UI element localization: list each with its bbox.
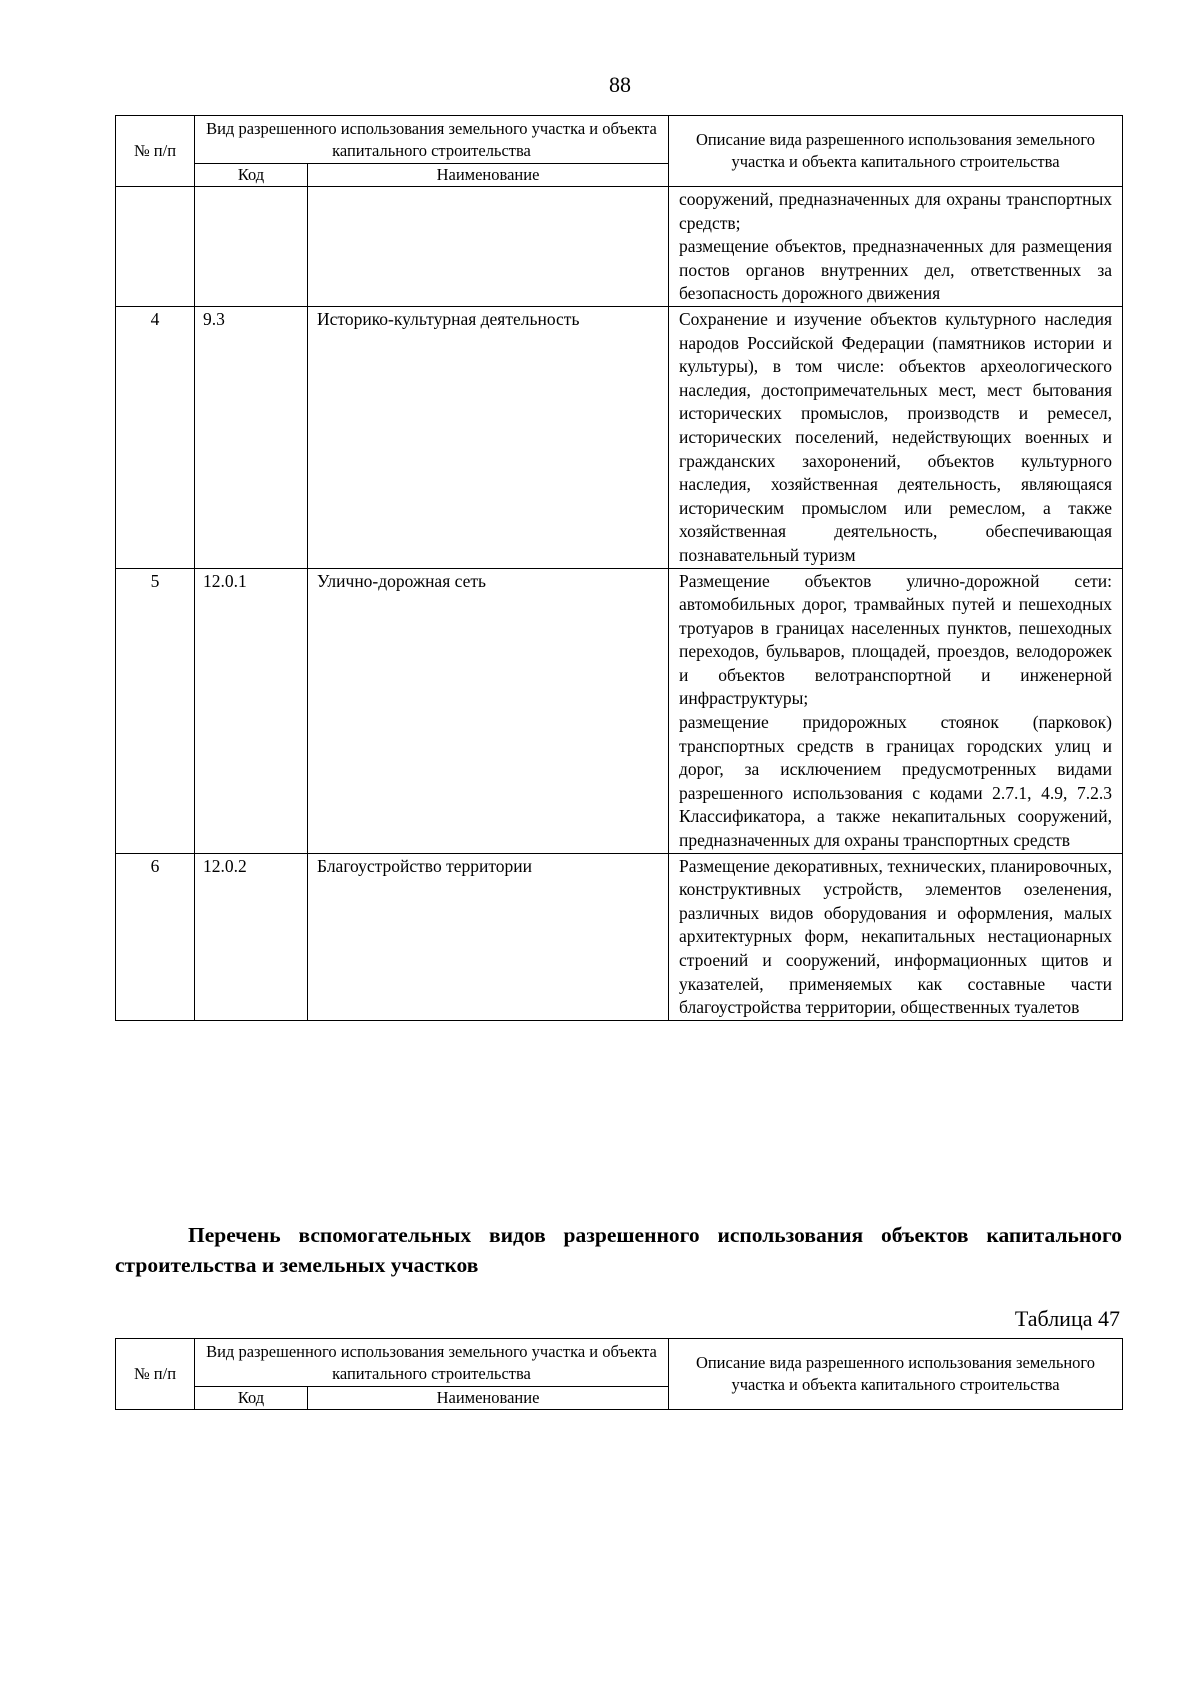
permitted-use-table xyxy=(115,115,1123,1021)
description-paragraph: Размещение объектов улично-дорожной сети: автомобильных дорог, трамвайных путей и пешеходных тротуаров в границах населенных пунктов, пешеходных переходов, бульваров, площадей, проездов, велодорожек и объектов велотранспортной и инженерной инфраструктуры; xyxy=(679,570,1112,709)
description-paragraph: сооружений, предназначенных для охраны транспортных средств; xyxy=(679,189,1112,233)
header-description: Описание вида разрешенного использования земельного участка и объекта капитального строительства xyxy=(669,116,1123,187)
header-num: № п/п xyxy=(116,116,195,187)
row-description xyxy=(669,853,1123,1020)
row-description xyxy=(669,187,1123,307)
description-paragraph: размещение объектов, предназначенных для размещения постов органов внутренних дел, ответственных за безопасность дорожного движения xyxy=(679,236,1112,304)
row-num: 6 xyxy=(116,853,195,1020)
table-row xyxy=(116,853,1123,1020)
row-num: 4 xyxy=(116,306,195,568)
page-number: 88 xyxy=(609,72,631,97)
header-use-type: Вид разрешенного использования земельного участка и объекта капитального строительства xyxy=(195,116,669,164)
section-title: Перечень вспомогательных видов разрешенного использования объектов капитального строительства и земельных участков xyxy=(115,1223,1122,1277)
header-code: Код xyxy=(195,1387,308,1410)
row-num: 5 xyxy=(116,568,195,853)
row-name: Историко-культурная деятельность xyxy=(308,306,669,568)
row-description xyxy=(669,306,1123,568)
table-row xyxy=(116,187,1123,307)
table-row xyxy=(116,306,1123,568)
description-paragraph: Сохранение и изучение объектов культурного наследия народов Российской Федерации (памятников истории и культуры), в том числе: объектов археологического наследия, достопримечательных мест, мест бытования исторических промыслов, производств и ремесел, исторических поселений, недействующих военных и гражданских захоронений, объектов культурного наследия, хозяйственная деятельность, являющаяся историческим промыслом или ремеслом, а также хозяйственная деятельность, обеспечивающая познавательный туризм xyxy=(679,308,1112,565)
row-name xyxy=(308,187,669,307)
row-code: 9.3 xyxy=(195,306,308,568)
row-name: Улично-дорожная сеть xyxy=(308,568,669,853)
row-code: 12.0.1 xyxy=(195,568,308,853)
row-code: 12.0.2 xyxy=(195,853,308,1020)
row-name: Благоустройство территории xyxy=(308,853,669,1020)
table-caption: Таблица 47 xyxy=(1014,1306,1120,1331)
table-row xyxy=(116,568,1123,853)
row-code xyxy=(195,187,308,307)
header-description: Описание вида разрешенного использования земельного участка и объекта капитального строительства xyxy=(669,1339,1123,1410)
auxiliary-use-table xyxy=(115,1338,1123,1410)
description-paragraph: размещение придорожных стоянок (парковок) транспортных средств в границах городских улиц и дорог, за исключением предусмотренных видами разрешенного использования с кодами 2.7.1, 4.9, 7.2.3 Классификатора, а также некапитальных сооружений, предназначенных для охраны транспортных средств xyxy=(679,712,1112,851)
header-use-type: Вид разрешенного использования земельного участка и объекта капитального строительства xyxy=(195,1339,669,1387)
header-name: Наименование xyxy=(308,164,669,187)
row-description xyxy=(669,568,1123,853)
row-num xyxy=(116,187,195,307)
header-name: Наименование xyxy=(308,1387,669,1410)
header-code: Код xyxy=(195,164,308,187)
description-paragraph: Размещение декоративных, технических, планировочных, конструктивных устройств, элементов озеленения, различных видов оборудования и оформления, малых архитектурных форм, некапитальных нестационарных строений и сооружений, информационных щитов и указателей, применяемых как составные части благоустройства территории, общественных туалетов xyxy=(679,855,1112,1018)
header-num: № п/п xyxy=(116,1339,195,1410)
